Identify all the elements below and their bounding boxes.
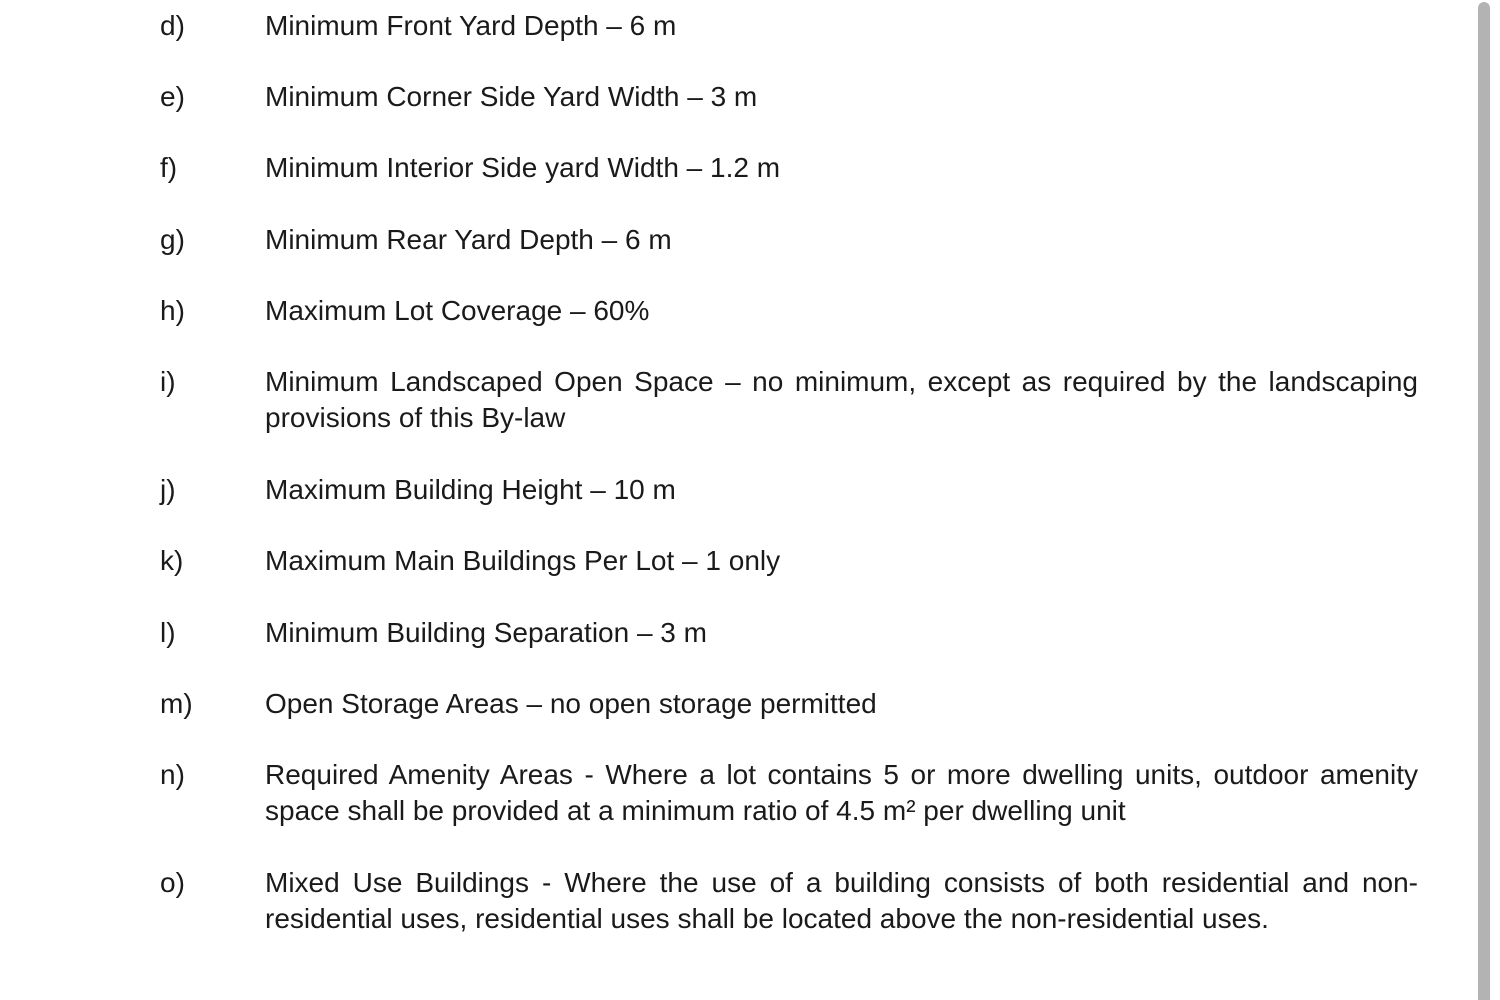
list-marker: m) (160, 688, 193, 719)
vertical-scrollbar[interactable] (1478, 0, 1500, 1000)
list-marker: e) (160, 81, 185, 112)
list-item-text: Open Storage Areas – no open storage permitted (265, 688, 877, 719)
list-item-text: Required Amenity Areas - Where a lot contains 5 or more dwelling units, outdoor amenity space shall be provided at a minimum ratio of 4.5 m² per dwelling unit (265, 759, 1418, 826)
list-marker: i) (160, 366, 176, 397)
list-item-text: Minimum Interior Side yard Width – 1.2 m (265, 152, 781, 183)
list-marker: o) (160, 867, 185, 898)
list-item-text: Maximum Main Buildings Per Lot – 1 only (265, 545, 781, 576)
list-marker: h) (160, 295, 185, 326)
list-item-text: Maximum Lot Coverage – 60% (265, 295, 650, 326)
list-item-text: Minimum Rear Yard Depth – 6 m (265, 224, 672, 255)
list-marker: f) (160, 152, 178, 183)
list-marker: k) (160, 545, 184, 576)
list-marker: d) (160, 10, 185, 41)
scrollbar-thumb[interactable] (1478, 2, 1490, 1000)
list-marker: l) (160, 617, 176, 648)
list-marker: j) (160, 474, 176, 505)
list-item-text: Minimum Corner Side Yard Width – 3 m (265, 81, 758, 112)
list-item-text: Minimum Building Separation – 3 m (265, 617, 707, 648)
list-marker: g) (160, 224, 185, 255)
list-item-text: Minimum Landscaped Open Space – no minimum, except as required by the landscaping provisions of this By-law (265, 366, 1418, 433)
list-marker: n) (160, 759, 185, 790)
list-item-text: Mixed Use Buildings - Where the use of a building consists of both residential and non-residential uses, residential uses shall be located above the non-residential uses. (265, 867, 1418, 934)
list-item-text: Maximum Building Height – 10 m (265, 474, 676, 505)
list-item-text: Minimum Front Yard Depth – 6 m (265, 10, 677, 41)
